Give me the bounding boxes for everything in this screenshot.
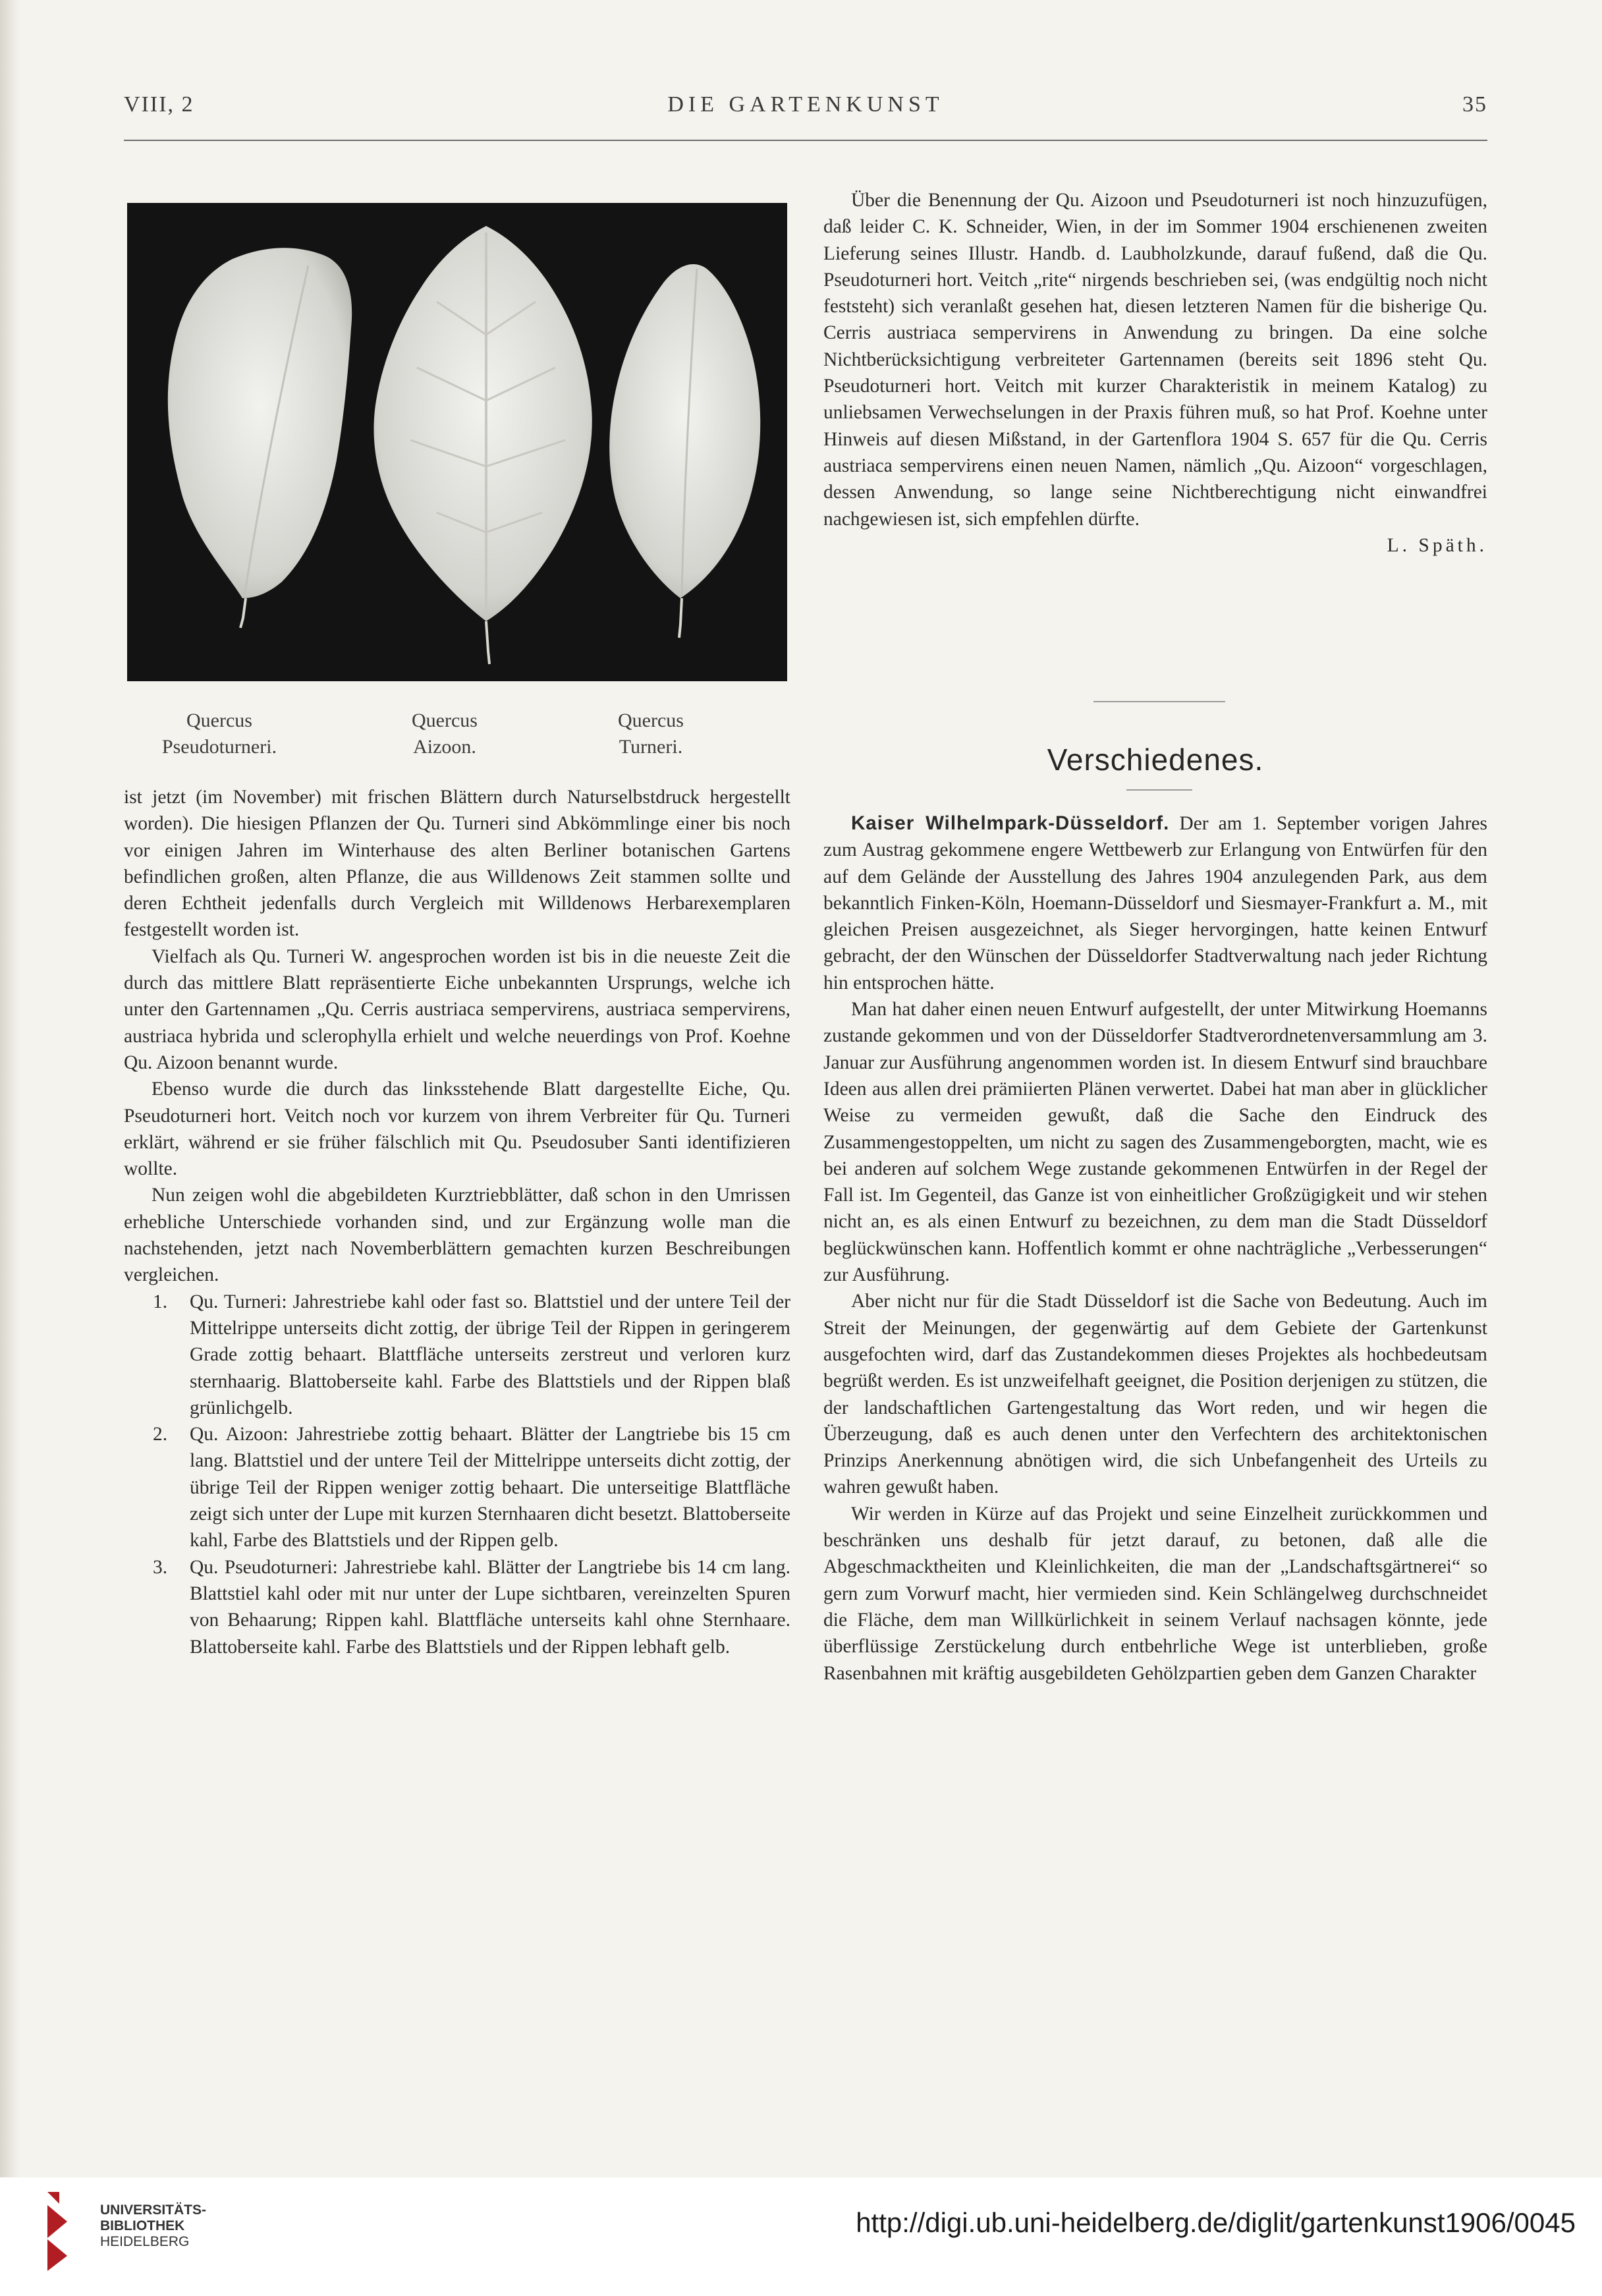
paragraph-text: Der am 1. September vorigen Jahres zum Austrag gekommene engere Wettbewerb zur Erlangung von Entwürfen für den auf dem Gelände der Ausstellung des Jahres 1904 anzulegenden Park, aus dem bekanntlich Finken-Köln, Hoemann-Düsseldorf und Siesmayer-Frankfurt a. M., mit gleichen Preisen ausgezeichnet, als Sieger hervorgingen, hatte keinen Entwurf gebracht, der den Wünschen der Düsseldorfer Stadtverwaltung nach jeder Richtung hin entsprochen hätte. (823, 813, 1488, 994)
caption-species: Pseudoturneri. (161, 736, 277, 758)
caption-pseudoturneri (127, 708, 312, 760)
signature: L. Späth. (1387, 534, 1487, 556)
description-list (124, 1289, 790, 1660)
list-number: 2. (153, 1424, 168, 1445)
page-number: 35 (1462, 92, 1487, 117)
library-name-line: BIBLIOTHEK (100, 2218, 185, 2233)
list-text: Qu. Aizoon: Jahrestriebe zottig behaart. Blätter der Langtriebe bis 15 cm lang. Blattstiel und der untere Teil der Mittelrippe unterseits dicht zottig, der übrige Teil der Rippen weniger zottig behaart. Die unterseitige Blattfläche zeigt sich unter der Lupe mit kurzen Sternhaaren dicht besetzt. Blattoberseite kahl, Farbe des Blattstiels und der Rippen gelb. (190, 1424, 790, 1552)
list-text: Qu. Pseudoturneri: Jahrestriebe kahl. Blätter der Langtriebe bis 14 cm lang. Blattstiel kahl oder mit nur unter der Lupe sichtbaren, vereinzelten Spuren von Behaarung; Rippen kahl. Blattfläche unterseits kahl ohne Sternhaare. Blattoberseite kahl. Farbe des Blattstiels und der Rippen lebhaft gelb. (190, 1556, 790, 1658)
binding-shadow (0, 0, 20, 2177)
caption-species: Aizoon. (413, 736, 476, 758)
paragraph: Man hat daher einen neuen Entwurf aufgestellt, der unter Mitwirkung Hoemanns zustande gekommen und von der Düsseldorfer Stadtverordnetenversammlung am 3. Januar zur Ausführung angenommen worden ist. In diesem Entwurf sind brauchbare Ideen aus allen drei prämiierten Plänen verwertet. Dabei hat man aber in glücklicher Weise zu vermeiden gewußt, daß die Sache den Eindruck des Zusammengestoppelten, um nicht zu sagen des Zusammengeborgten, macht, wie es bei anderen auf solchem Wege zustande gekommenen Entwürfen in der Regel der Fall ist. Im Gegenteil, das Ganze ist von einheitlicher Großzügigkeit und wir stehen nicht an, es als einen Entwurf zu bezeichnen, zu dem man die Stadt Düsseldorf beglückwünschen kann. Hoffentlich kommt er ohne nachträgliche „Verbesserungen“ zur Ausführung. (823, 999, 1487, 1286)
article-lead: Kaiser Wilhelmpark-Düsseldorf. (851, 812, 1170, 834)
caption-aizoon (352, 708, 537, 760)
paragraph: Nun zeigen wohl die abgebildeten Kurztriebblätter, daß schon in den Umrissen erhebliche Unterschiede vorhanden sind, und zur Ergänzung wolle man die nachstehenden, jetzt nach Novemberblättern gemachten kurzen Beschreibungen vergleichen. (124, 1185, 790, 1286)
section-rule (1093, 701, 1225, 702)
caption-genus: Quercus (412, 710, 478, 731)
list-item (124, 1421, 790, 1554)
library-name-line: UNIVERSITÄTS- (100, 2202, 207, 2218)
paragraph: Vielfach als Qu. Turneri W. angesprochen worden ist bis in die neueste Zeit die durch das mittlere Blatt repräsentierte Eiche unbekannten Ursprungs, welche ich unter den Gartennamen „Qu. Cerris austriaca sempervirens, austriaca sempervirens, austriaca hybrida und sclerophylla erhielt und welche neuerdings von Prof. Koehne Qu. Aizoon benannt wurde. (124, 945, 790, 1073)
paragraph: Wir werden in Kürze auf das Projekt und seine Einzelheit zurückkommen und beschränken uns deshalb für jetzt darauf, zu betonen, daß alle die Abgeschmacktheiten und Kleinlichkeiten, die man der „Landschaftsgärtnerei“ so gern zum Vorwurf macht, hier vermieden sind. Kein Schlängelweg durchschneidet die Fläche, dem man Willkürlichkeit in seinem Verlauf nachsagen könnte, jede überflüssige Zerstückelung durch entbehrliche Wege ist unterblieben, große Rasenbahnen mit kräftig ausgebildeten Gehölzpartien geben dem Ganzen Charakter (823, 1503, 1487, 1684)
library-name (100, 2202, 206, 2250)
leaf-photograph (127, 203, 787, 681)
caption-genus: Quercus (618, 710, 684, 731)
source-url-link[interactable]: http://digi.ub.uni-heidelberg.de/diglit/gartenkunst1906/0045 (856, 2207, 1576, 2238)
paragraph: Aber nicht nur für die Stadt Düsseldorf ist die Sache von Bedeutung. Auch im Streit der Meinungen, der gegenwärtig auf dem Gebiete der Gartenkunst ausgefochten wird, darf das Zustandekommen dieses Projektes als hochbedeutsam begrüßt werden. Es ist unzweifelhaft geeignet, die Position derjenigen zu stützen, die der landschaftlichen Gartengestaltung das Wort reden, und wir hegen die Überzeugung, daß es auch denen unter den Verfechtern des architektonischen Prinzips Anerkennung abnötigen wird, die sich Unbefangenheit des Urteils zu wahren gewußt haben. (823, 1291, 1487, 1498)
library-name-line: HEIDELBERG (100, 2234, 190, 2249)
list-number: 3. (153, 1556, 168, 1578)
paragraph: Ebenso wurde die durch das linksstehende Blatt dargestellte Eiche, Qu. Pseudoturneri hort. Veitch noch vor kurzem von ihrem Verbreiter für Qu. Turneri erklärt, während er sie früher fälschlich mit Qu. Pseudosuber Santi identifizieren wollte. (124, 1078, 790, 1180)
caption-genus: Quercus (186, 710, 252, 731)
caption-turneri (559, 708, 743, 760)
section-title-rule (1126, 789, 1192, 791)
header-rule (124, 140, 1487, 141)
running-head (124, 92, 1487, 132)
right-column-top (823, 187, 1487, 559)
journal-title: DIE GARTENKUNST (667, 92, 944, 117)
signature-line (823, 532, 1487, 559)
right-column-bottom (823, 810, 1487, 1687)
list-item (124, 1289, 790, 1421)
paragraph: ist jetzt (im November) mit frischen Blättern durch Naturselbstdruck hergestellt worden). Die hiesigen Pflanzen der Qu. Turneri sind Abkömmlinge einer bis noch vor einigen Jahren im Winterhause des alten Berliner botanischen Gartens befindlichen großen, alten Pflanze, die aus Willdenows Zeit stammen sollte und deren Echtheit jedenfalls durch Vergleich mit Willdenows Herbarexemplaren festgestellt worden ist. (124, 787, 790, 941)
left-column (124, 784, 790, 1660)
paragraph (823, 810, 1487, 996)
section-title: Verschiedenes. (1047, 742, 1264, 777)
caption-species: Turneri. (619, 736, 683, 758)
list-text: Qu. Turneri: Jahrestriebe kahl oder fast so. Blattstiel und der untere Teil der Mittelrippe unterseits dicht zottig, der übrige Teil der Rippen in geringerem Grade zottig behaart. Blattfläche unterseits zerstreut und verloren kurz sternhaarig. Blattoberseite kahl. Farbe des Blattstiels und der Rippen blaß grünlichgelb. (190, 1291, 790, 1418)
paragraph: Über die Benennung der Qu. Aizoon und Pseudoturneri ist noch hinzuzufügen, daß leider C. K. Schneider, Wien, in der im Sommer 1904 erschienenen zweiten Lieferung seines Illustr. Handb. d. Laubholzkunde, darauf fußend, daß die Qu. Pseudoturneri hort. Veitch „rite“ nirgends beschrieben sei, (was endgültig noch nicht feststeht) sich veranlaßt gesehen hat, diesen letzteren Namen für die bisherige Qu. Cerris austriaca sempervirens in Anwendung zu bringen. Da eine solche Nichtberücksichtigung verbreiteter Gartennamen (bereits seit 1896 steht Qu. Pseudoturneri hort. Veitch mit kurzer Charakteristik in meinem Katalog) zu unliebsamen Verwechselungen in der Praxis führen muß, so hat Prof. Koehne unter Hinweis auf diesen Mißstand, in der Gartenflora 1904 S. 657 für die Qu. Cerris austriaca sempervirens einen neuen Namen, nämlich „Qu. Aizoon“ vorgeschlagen, dessen Anwendung, so lange seine Nichtberechtigung nicht einwandfrei nachgewiesen ist, sich empfehlen dürfte. (823, 190, 1487, 530)
list-number: 1. (153, 1291, 168, 1312)
volume-number: VIII, 2 (124, 92, 194, 117)
library-footer (0, 2177, 1602, 2296)
list-item (124, 1554, 790, 1660)
